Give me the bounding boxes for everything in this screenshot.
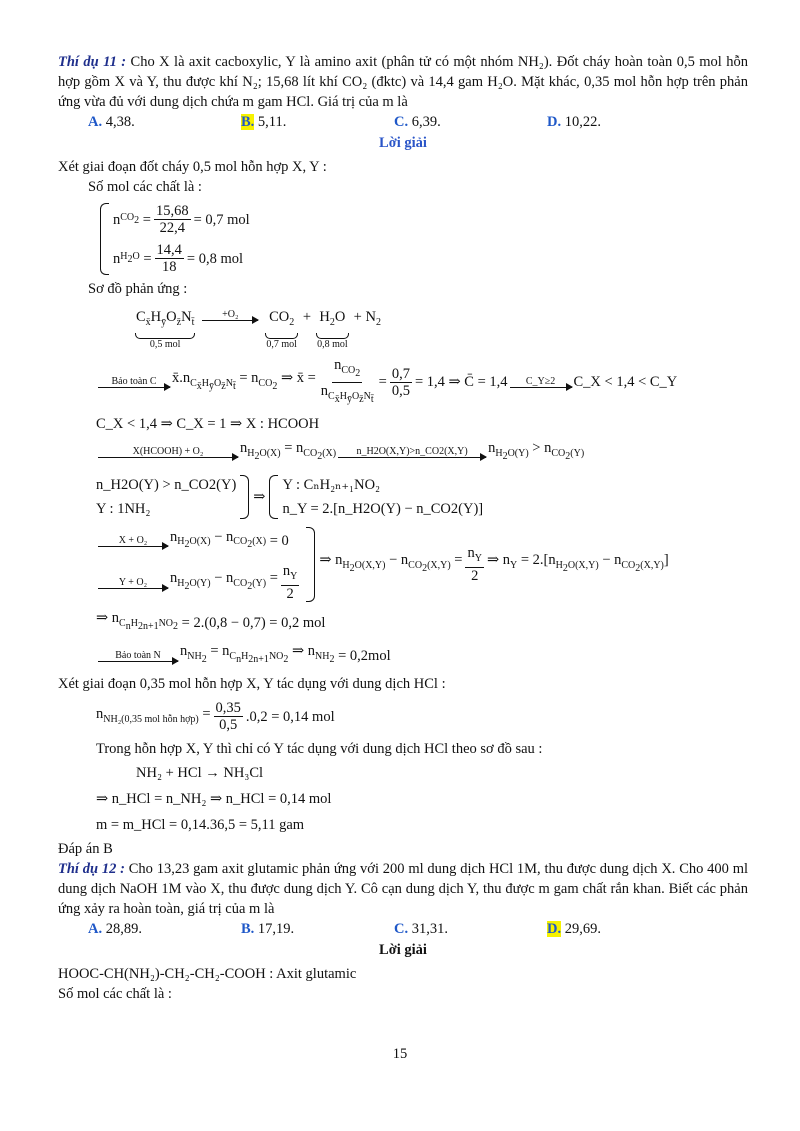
option-c: C. 6,39. <box>394 114 441 130</box>
solution-line: Trong hỗn hợp X, Y thì chỉ có Y tác dụng với dung dịch HCl theo sơ đồ sau : <box>96 741 543 758</box>
y-formula-system: n_H2O(Y) > n_CO2(Y) Y : 1NH₂ ⇒ Y : CₙH₂ₙ₊₁NO₂ n_Y = 2.[n_H2O(Y) − n_CO2(Y)] <box>96 476 484 517</box>
example-12-question <box>58 859 748 919</box>
nitrogen-conservation: Bảo toàn N $n_{NH_2} = n_{C_nH_{2n+1}NO_2}$ ⇒ $n_{NH_2}$ = 0,2mol <box>58 641 748 670</box>
example-11-question <box>58 52 748 112</box>
solution-line: Xét giai đoạn đốt cháy 0,5 mol hỗn hợp X, Y : <box>58 159 327 175</box>
solution-title: Lời giải <box>379 942 427 959</box>
option-d: D. 10,22. <box>547 114 601 130</box>
nh2-moles: $n_{NH_2(0,35 mol hỗn hợp)}$ = $\frac{0,35}{0,5}$ .0,2 = 0,14 mol <box>96 700 335 734</box>
answer-line: Đáp án B <box>58 841 113 858</box>
solution-line: Số mol các chất là : <box>58 986 172 1003</box>
solution-line: NH₂ + HCl → NH₃Cl <box>136 765 264 782</box>
solution-line: ⇒ n_HCl = n_NH₂ ⇒ n_HCl = 0,14 mol <box>96 791 332 808</box>
example-11-text: Cho X là axit cacboxylic, Y là amino axit (phân tử có một nhóm NH₂). Đốt cháy hoàn toàn 0,5 mol hỗn hợp gồm X và Y, thu được khí N₂; 15,68 lít khí CO₂ (đktc) và 14,4 gam H₂O. Mặt khác, 0,35 mol hỗn hợp trên phản ứng vừa đủ với dung dịch chứa m gam HCl. Giá trị của m là <box>58 54 749 110</box>
example-11-label: Thí dụ 11 : <box>58 54 127 70</box>
reaction-scheme: $C_{x̄}H_ȳO_{z̄}N_{t̄}$ 0,5 mol +O₂ $CO_2$ 0,7 mol + $H_2O$ 0,8 mol + $N_2$ <box>136 309 381 350</box>
solution-line: Sơ đồ phản ứng : <box>88 281 188 297</box>
solution-line: Số mol các chất là : <box>88 179 202 195</box>
example-12-label: Thí dụ 12 : <box>58 861 125 878</box>
hcooh-combustion: X(HCOOH) + O₂ $n_{H_2O(X)} = n_{CO_2(X)}$ n_H2O(X,Y)>n_CO2(X,Y) $n_{H_2O(Y)} > n_{CO_2(Y)}$ <box>58 438 748 467</box>
option-c: C. 31,31. <box>394 921 448 938</box>
option-b: B. 5,11. <box>241 114 287 130</box>
example-12-options <box>58 921 748 938</box>
option-b: B. 17,19. <box>241 921 295 938</box>
document-page <box>58 52 748 1004</box>
solution-title: Lời giải <box>379 135 427 151</box>
solution-line: m = m_HCl = 0,14.36,5 = 5,11 gam <box>96 817 305 834</box>
carbon-conservation: Bảo toàn C $x̄.n_{C_{x̄}H_ȳO_{z̄}N_{t̄}} = n_{CO_2}$ ⇒ x̄ = $\frac{n_{CO_2}}{n_{C_{x̄}H_ȳO_{z̄}N_{t̄}}}$ = $\frac{0,7}{0,5}$ = 1,4 ⇒ C̄ = 1,4 C_Y≥2 C_X < 1,4 < C_Y <box>58 357 748 408</box>
page-number: 15 <box>392 1046 408 1062</box>
amino-moles: ⇒ $n_{C_nH_{2n+1}NO_2}$ = 2.(0,8 − 0,7) = 0,2 mol <box>96 610 326 633</box>
moles-system: n $CO_2$ = $\frac{15,68}{22,4}$ = 0,7 mol n $H_2O$ = $\frac{14,4}{18}$ = 0,8 mol <box>58 203 748 275</box>
option-d: D. 29,69. <box>547 921 601 938</box>
combined-combustion: X + O₂ $n_{H_2O(X)} - n_{CO_2(X)}$ = 0 Y + O₂ $n_{H_2O(Y)} - n_{CO_2(Y)}$ = $\frac{n_Y}{2}$ ⇒ $n_{H_2O(X,Y)} - n_{CO_2(X,Y)}$ = $\frac{n_Y}{2}$ ⇒ $n_Y = 2.[n_{H_2O(X,Y)} - n_{CO_2(X,Y)}]$ <box>58 527 748 603</box>
solution-line: C_X < 1,4 ⇒ C_X = 1 ⇒ X : HCOOH <box>96 415 320 432</box>
option-a: A. 28,89. <box>88 921 142 938</box>
option-a: A. 4,38. <box>88 114 135 130</box>
solution-line: HOOC-CH(NH₂)-CH₂-CH₂-COOH : Axit glutamic <box>58 966 357 983</box>
solution-line: Xét giai đoạn 0,35 mol hỗn hợp X, Y tác dụng với dung dịch HCl : <box>58 676 446 693</box>
example-12-text: Cho 13,23 gam axit glutamic phản ứng với 200 ml dung dịch HCl 1M, thu được dung dịch X. Cho 400 ml dung dịch NaOH 1M vào X, thu được dung dịch Y. Cô cạn dung dịch Y, thu được m gam chất rắn khan. Biết các phản ứng xảy ra hoàn toàn, giá trị của m là <box>58 861 749 918</box>
example-11-options <box>58 114 748 131</box>
